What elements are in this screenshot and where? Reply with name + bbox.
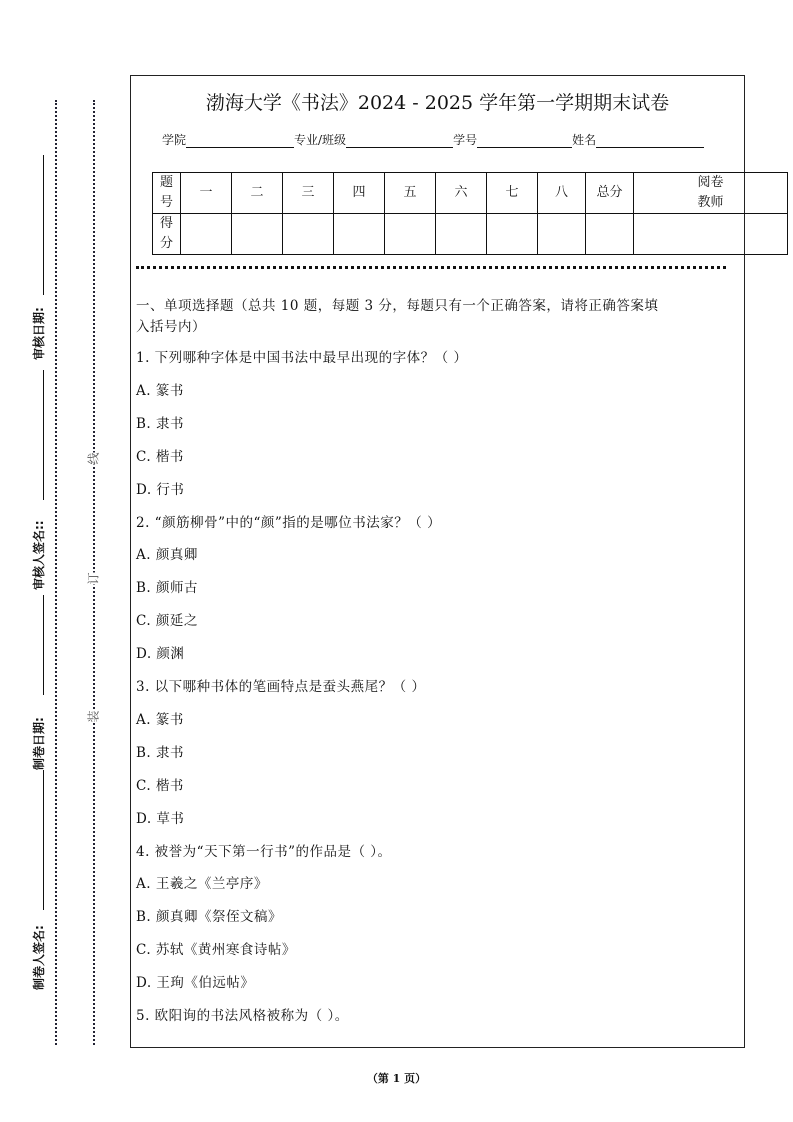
answer-option: C. 楷书: [136, 777, 184, 794]
score-cell[interactable]: [538, 214, 586, 255]
reviewer-signature-label: 审核人签名::: [32, 520, 46, 590]
answer-option: C. 颜延之: [136, 613, 198, 630]
score-cell[interactable]: [586, 214, 634, 255]
score-cell[interactable]: [283, 214, 334, 255]
column-header: 八: [538, 173, 586, 214]
college-field[interactable]: [186, 133, 294, 148]
score-cell[interactable]: [232, 214, 283, 255]
binding-mark-xian: 线: [86, 452, 101, 465]
student-info-row: [162, 131, 704, 148]
question: 4. 被誉为“天下第一行书”的作品是（ ）。: [136, 843, 392, 860]
binding-dotted-line: [55, 100, 57, 1045]
exam-title: 渤海大学《书法》2024 - 2025 学年第一学期期末试卷: [205, 92, 670, 114]
maker-date-label: 制卷日期:: [32, 717, 46, 770]
question: 2. “颜筋柳骨”中的“颜”指的是哪位书法家？（ ）: [136, 514, 442, 531]
score-cell[interactable]: [436, 214, 487, 255]
column-header: 三: [283, 173, 334, 214]
score-table: [152, 172, 788, 255]
name-field[interactable]: [596, 133, 704, 148]
column-header: 二: [232, 173, 283, 214]
section-heading-cont: 入括号内）: [136, 319, 206, 335]
separator-dotted: [136, 266, 726, 269]
signature-line: [43, 595, 44, 695]
binding-mark-zhuang: 装: [86, 710, 101, 723]
answer-option: C. 楷书: [136, 448, 184, 465]
major-class-label: 专业/班级: [294, 133, 347, 147]
answer-option: A. 颜真卿: [136, 547, 198, 564]
review-date-label: 审核日期:: [32, 307, 46, 360]
binding-mark-ding: 订: [86, 572, 101, 585]
major-class-field[interactable]: [346, 133, 453, 148]
column-header: 五: [385, 173, 436, 214]
answer-option: B. 隶书: [136, 744, 185, 761]
column-header: 四: [334, 173, 385, 214]
answer-option: B. 隶书: [136, 415, 185, 432]
column-header: 总分: [586, 173, 634, 214]
score-cell[interactable]: [181, 214, 232, 255]
maker-signature-label: 制卷人签名:: [32, 925, 46, 990]
score-cell[interactable]: [634, 214, 788, 255]
answer-option: D. 草书: [136, 810, 185, 827]
row-label: 得 分: [153, 214, 181, 255]
signature-line: [43, 770, 44, 910]
student-id-label: 学号: [453, 133, 478, 147]
column-header: 六: [436, 173, 487, 214]
table-row: [153, 173, 788, 214]
question: 3. 以下哪种书体的笔画特点是蚕头燕尾？（ ）: [136, 679, 426, 695]
answer-option: D. 行书: [136, 481, 185, 498]
college-label: 学院: [162, 133, 187, 147]
row-label: 题 号: [153, 173, 181, 214]
answer-option: B. 颜真卿《祭侄文稿》: [136, 909, 283, 926]
score-cell[interactable]: [385, 214, 436, 255]
question: 1. 下列哪种字体是中国书法中最早出现的字体？（ ）: [136, 350, 468, 366]
column-header: 阅卷 教师: [634, 173, 788, 214]
signature-line: [43, 370, 44, 500]
page-number: （第 1 页）: [366, 1072, 427, 1085]
column-header: 七: [487, 173, 538, 214]
score-cell[interactable]: [334, 214, 385, 255]
name-label: 姓名: [572, 133, 597, 147]
answer-option: A. 篆书: [136, 711, 184, 728]
column-header: 一: [181, 173, 232, 214]
answer-option: A. 王羲之《兰亭序》: [136, 876, 268, 893]
student-id-field[interactable]: [477, 133, 572, 148]
answer-option: D. 王珣《伯远帖》: [136, 975, 255, 992]
answer-option: D. 颜渊: [136, 646, 185, 663]
question: 5. 欧阳询的书法风格被称为（ ）。: [136, 1008, 349, 1024]
answer-option: B. 颜师古: [136, 580, 199, 597]
score-cell[interactable]: [487, 214, 538, 255]
table-row: [153, 214, 788, 255]
signature-line: [43, 155, 44, 295]
section-heading: 一、单项选择题（总共 10 题，每题 3 分，每题只有一个正确答案，请将正确答案填: [136, 298, 659, 314]
answer-option: C. 苏轼《黄州寒食诗帖》: [136, 942, 296, 959]
answer-option: A. 篆书: [136, 382, 184, 399]
